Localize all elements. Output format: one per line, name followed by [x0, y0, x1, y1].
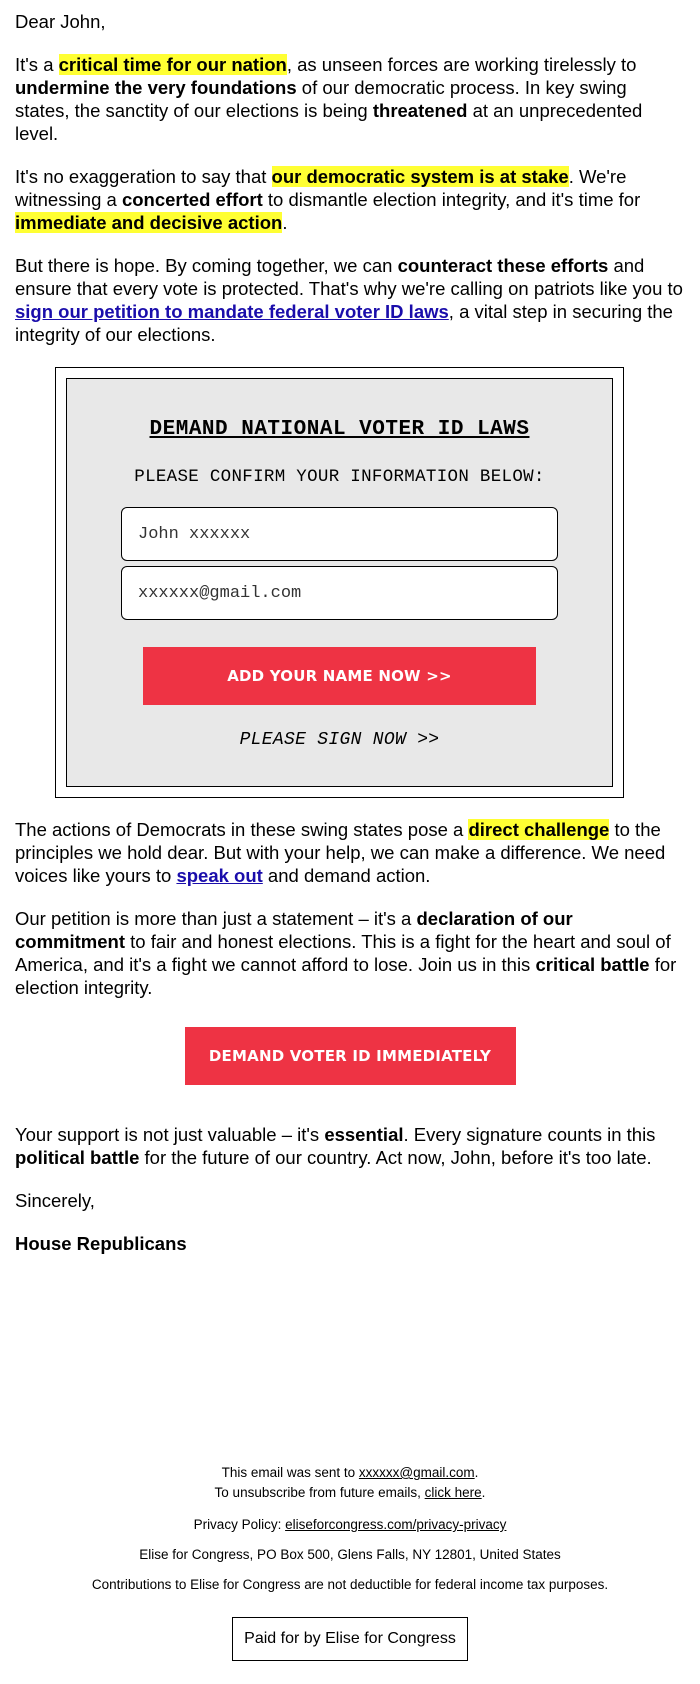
email-footer: [0, 1463, 700, 1661]
bold-text: concerted effort: [121, 189, 263, 210]
privacy-line: Privacy Policy: eliseforcongress.com/privacy-privacy: [193, 1517, 507, 1532]
closing: Sincerely,: [15, 1190, 95, 1211]
unsubscribe-link[interactable]: click here: [424, 1485, 482, 1500]
tax-disclaimer: Contributions to Elise for Congress are not deductible for federal income tax purposes.: [91, 1577, 609, 1592]
privacy-policy-link[interactable]: eliseforcongress.com/privacy-privacy: [285, 1517, 507, 1532]
bold-text: threatened: [372, 100, 468, 121]
highlight-text: critical time for our nation: [58, 54, 287, 75]
email-input[interactable]: [121, 566, 558, 620]
demand-voter-id-button[interactable]: DEMAND VOTER ID IMMEDIATELY: [185, 1027, 516, 1085]
paragraph-3: But there is hope. By coming together, we can counteract these efforts and ensure that every vote is protected. That's why we're calling on patriots like you to sign our petition to mandate federal voter ID laws, a vital step in securing the integrity of our elections.: [15, 255, 683, 345]
petition-box: [55, 367, 624, 798]
paragraph-4: The actions of Democrats in these swing states pose a direct challenge to the principles we hold dear. But with your help, we can make a difference. We need voices like yours to speak out and demand action.: [15, 819, 666, 886]
paragraph-1: It's a critical time for our nation, as unseen forces are working tirelessly to undermine the very foundations of our democratic process. In key swing states, the sanctity of our elections is being threatened at an unprecedented level.: [15, 54, 643, 144]
bold-text: critical battle: [535, 954, 650, 975]
bold-text: counteract these efforts: [397, 255, 609, 276]
name-input[interactable]: [121, 507, 558, 561]
petition-form: [66, 378, 613, 787]
recipient-email-link[interactable]: xxxxxx@gmail.com: [358, 1465, 475, 1480]
sent-to-line: This email was sent to xxxxxx@gmail.com.: [221, 1465, 479, 1480]
greeting: Dear John,: [15, 11, 106, 32]
paid-for-box: Paid for by Elise for Congress: [232, 1617, 468, 1661]
bold-text: declaration of our commitment: [15, 908, 573, 952]
paragraph-6: Your support is not just valuable – it's essential. Every signature counts in this political battle for the future of our country. Act now, John, before it's too late.: [15, 1124, 656, 1168]
mailing-address: Elise for Congress, PO Box 500, Glens Falls, NY 12801, United States: [139, 1547, 561, 1562]
paragraph-2: It's no exaggeration to say that our democratic system is at stake. We're witnessing a concerted effort to dismantle election integrity, and it's time for immediate and decisive action.: [15, 166, 641, 233]
bold-text: essential: [324, 1124, 404, 1145]
petition-title: DEMAND NATIONAL VOTER ID LAWS: [149, 418, 530, 441]
highlight-text: immediate and decisive action: [15, 212, 283, 233]
highlight-text: direct challenge: [468, 819, 610, 840]
bold-text: undermine the very foundations: [15, 77, 297, 98]
please-sign-link[interactable]: PLEASE SIGN NOW >>: [239, 730, 440, 750]
add-your-name-button[interactable]: ADD YOUR NAME NOW >>: [143, 647, 536, 705]
petition-link[interactable]: sign our petition to mandate federal voter ID laws: [15, 301, 449, 322]
bold-text: political battle: [15, 1147, 140, 1168]
highlight-text: our democratic system is at stake: [271, 166, 569, 187]
petition-subtitle: PLEASE CONFIRM YOUR INFORMATION BELOW:: [134, 467, 545, 487]
unsubscribe-line: To unsubscribe from future emails, click here.: [214, 1485, 486, 1500]
speak-out-link[interactable]: speak out: [176, 865, 263, 886]
paragraph-5: Our petition is more than just a statement – it's a declaration of our commitment to fair and honest elections. This is a fight for the heart and soul of America, and it's a fight we cannot afford to lose. Join us in this critical battle for election integrity.: [15, 908, 677, 998]
signature: House Republicans: [15, 1233, 187, 1254]
